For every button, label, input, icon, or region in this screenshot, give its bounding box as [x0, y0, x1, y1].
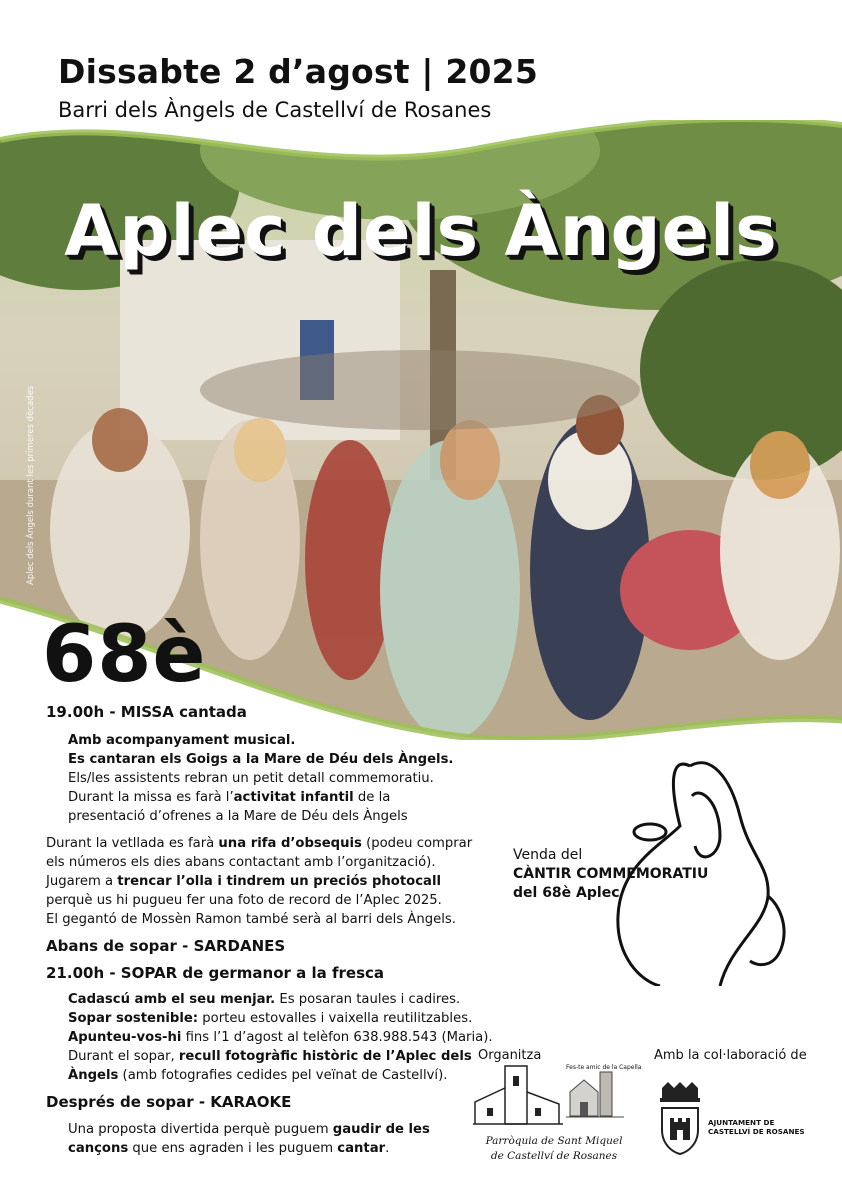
event-date: Dissabte 2 d’agost | 2025	[58, 52, 538, 91]
council-name	[708, 1118, 805, 1136]
vetllada-line-2: els números els dies abans contactant amb l’organització).	[46, 855, 436, 870]
vetllada-line-1: Durant la vetllada es farà una rifa d’obsequis (podeu comprar	[46, 836, 473, 851]
sopar-line-2: Sopar sostenible: porteu estovalles i vaixella reutilitzables.	[68, 1011, 473, 1026]
jug-line-3: del 68è Aplec	[513, 885, 620, 901]
missa-line-2: Es cantaran els Goigs a la Mare de Déu dels Àngels.	[68, 752, 454, 767]
council-line-1: AJUNTAMENT DE	[708, 1118, 775, 1127]
missa-heading: 19.00h - MISSA cantada	[46, 703, 247, 721]
sardanes-heading: Abans de sopar - SARDANES	[46, 937, 286, 955]
organizer-label: Organitza	[478, 1048, 542, 1063]
missa-line-4: Durant la missa es farà l’activitat infantil de la	[68, 790, 391, 805]
chapel-friends-label: Fes-te amic de la Capella	[566, 1064, 642, 1071]
event-title: Aplec dels Àngels	[64, 190, 778, 272]
jug-line-2: CÀNTIR COMMEMORATIU	[513, 866, 709, 882]
council-line-2: CASTELLVÍ DE ROSANES	[708, 1127, 805, 1136]
photo-credit-text: Aplec dels Àngels durant les primeres dècades	[26, 385, 36, 585]
karaoke-line-1: Una proposta divertida perquè puguem gaudir de les	[68, 1122, 430, 1137]
karaoke-line-2: cançons que ens agraden i les puguem cantar.	[68, 1141, 390, 1156]
photo-credit	[26, 385, 40, 585]
parish-name	[470, 1134, 638, 1164]
sopar-line-3: Apunteu-vos-hi fins l’1 d’agost al telèfon 638.988.543 (Maria).	[68, 1030, 493, 1045]
sopar-line-1: Cadascú amb el seu menjar. Es posaran taules i cadires.	[68, 992, 461, 1007]
event-place: Barri dels Àngels de Castellví de Rosanes	[58, 98, 492, 122]
edition-number: 68è	[42, 610, 207, 700]
council-crest-icon	[656, 1080, 704, 1156]
vetllada-line-3: Jugarem a trencar l’olla i tindrem un preciós photocall	[46, 874, 441, 889]
karaoke-heading: Després de sopar - KARAOKE	[46, 1093, 292, 1111]
missa-line-3: Els/les assistents rebran un petit detall commemoratiu.	[68, 771, 434, 786]
sopar-line-4: Durant el sopar, recull fotogràfic històric de l’Aplec dels	[68, 1049, 472, 1064]
vetllada-line-4: perquè us hi pugueu fer una foto de record de l’Aplec 2025.	[46, 893, 442, 908]
missa-line-1: Amb acompanyament musical.	[68, 733, 296, 748]
sopar-heading: 21.00h - SOPAR de germanor a la fresca	[46, 964, 385, 982]
jug-line-1: Venda del	[513, 847, 583, 863]
vetllada-line-5: El gegantó de Mossèn Ramon també serà al barri dels Àngels.	[46, 912, 456, 927]
parish-line-2: de Castellví de Rosanes	[490, 1150, 618, 1162]
sopar-line-5: Àngels (amb fotografies cedides pel veïnat de Castellví).	[68, 1068, 448, 1083]
missa-line-5: presentació d’ofrenes a la Mare de Déu dels Àngels	[68, 809, 408, 824]
church-logo	[473, 1062, 563, 1128]
parish-line-1: Parròquia de Sant Miquel	[485, 1135, 623, 1147]
jug-sale	[513, 846, 708, 903]
collaboration-label: Amb la col·laboració de	[654, 1048, 807, 1063]
